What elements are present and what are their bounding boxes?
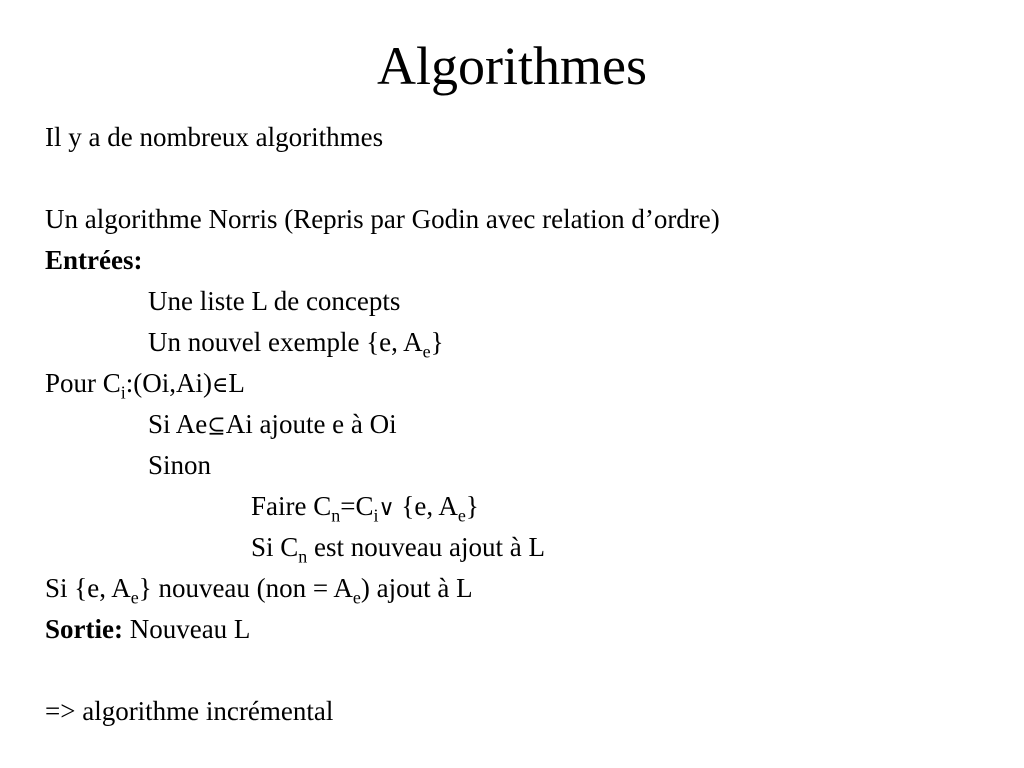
if-line-text-b: Ai ajoute e à Oi	[225, 409, 397, 439]
output-value: Nouveau L	[122, 614, 251, 644]
for-loop-text-c: L	[228, 368, 245, 398]
for-loop-sub: i	[120, 382, 126, 403]
for-loop-text-b: :(Oi,Ai)	[125, 368, 213, 398]
input-example-close: }	[430, 327, 444, 357]
element-of-symbol: ∈	[212, 373, 229, 398]
inputs-label: Entrées:	[45, 245, 143, 275]
if-new-line	[45, 527, 720, 568]
else-line: Sinon	[148, 450, 212, 480]
join-symbol: ∨	[378, 496, 395, 521]
make-line-text-d: }	[465, 491, 479, 521]
blank-line	[45, 158, 720, 199]
for-loop-text-a: Pour C	[45, 368, 121, 398]
if-new-text-a: Si C	[251, 532, 299, 562]
slide-title: Algorithmes	[377, 36, 647, 96]
make-line-text-a: Faire C	[251, 491, 332, 521]
if-example-sub2: e	[352, 587, 361, 608]
subset-symbol: ⊆	[207, 414, 226, 439]
intro-line: Il y a de nombreux algorithmes	[45, 122, 384, 152]
if-line-text-a: Si Ae	[148, 409, 208, 439]
output-line	[45, 609, 720, 650]
slide-body	[45, 117, 720, 732]
make-line-sub1: n	[331, 505, 341, 526]
if-example-text-c: ) ajout à L	[360, 573, 473, 603]
if-example-line	[45, 568, 720, 609]
input-example-line	[45, 322, 720, 363]
make-line-sub3: e	[457, 505, 466, 526]
blank-line-2	[45, 650, 720, 691]
inputs-heading	[45, 240, 720, 281]
make-line-sub2: i	[373, 505, 379, 526]
make-line-text-c: {e, A	[394, 491, 458, 521]
make-line-text-b: =C	[340, 491, 374, 521]
output-label: Sortie:	[45, 614, 123, 644]
if-line	[45, 404, 720, 445]
input-list-line: Une liste L de concepts	[148, 286, 401, 316]
norris-line: Un algorithme Norris (Repris par Godin avec relation d’ordre)	[45, 204, 720, 234]
if-example-text-a: Si {e, A	[45, 573, 131, 603]
if-example-sub1: e	[130, 587, 139, 608]
make-line	[45, 486, 720, 527]
input-example-sub: e	[422, 341, 431, 362]
if-example-text-b: } nouveau (non = A	[138, 573, 353, 603]
conclusion-line: => algorithme incrémental	[45, 696, 334, 726]
input-example-text: Un nouvel exemple {e, A	[148, 327, 423, 357]
if-new-text-b: est nouveau ajout à L	[307, 532, 545, 562]
for-loop-line	[45, 363, 720, 404]
if-new-sub: n	[298, 546, 308, 567]
